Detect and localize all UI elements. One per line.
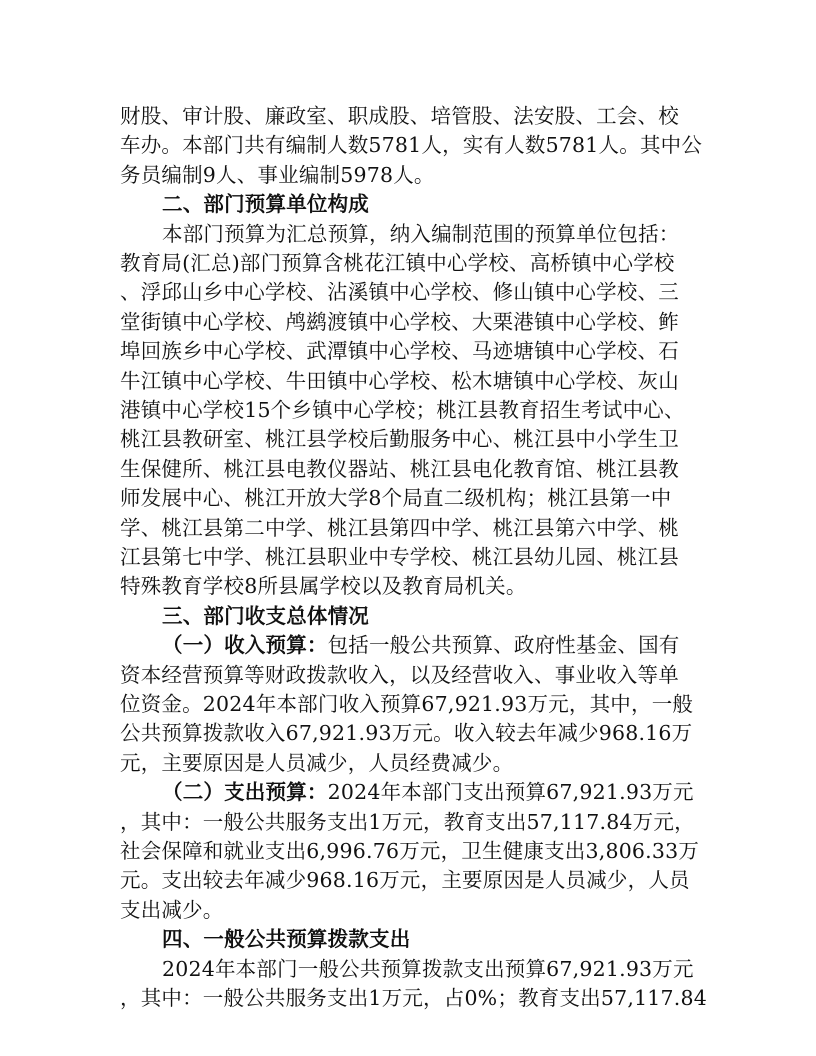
body-text-line: 牛江镇中心学校、牛田镇中心学校、松木塘镇中心学校、灰山 [120,368,679,393]
body-text-line: 港镇中心学校15个乡镇中心学校；桃江县教育招生考试中心、 [120,398,685,422]
income-text: 包括一般公共预算、政府性基金、国有 [327,633,680,658]
body-text-line: 社会保障和就业支出6,996.76万元，卫生健康支出3,806.33万 [120,839,700,863]
body-text-line: 师发展中心、桃江开放大学8个局直二级机构；桃江县第一中 [120,486,672,511]
body-text-line: 元，主要原因是人员减少，人员经费减少。 [120,750,514,775]
body-text-line: 财股、审计股、廉政室、职成股、培管股、法安股、工会、校 [120,104,679,128]
body-text-line: 公共预算拨款收入67,921.93万元。收入较去年减少968.16万 [120,721,693,746]
income-lead: （一）收入预算： [162,633,328,658]
body-text-line: 位资金。2024年本部门收入预算67,921.93万元，其中，一般 [120,692,694,716]
body-text-line: 生保健所、桃江县电教仪器站、桃江县电化教育馆、桃江县教 [120,456,679,481]
section-heading-overview: 三、部门收支总体情况 [162,603,369,628]
body-text-line: ，其中：一般公共服务支出1万元，教育支出57,117.84万元， [120,809,695,834]
section-heading-units: 二、部门预算单位构成 [162,192,369,217]
expense-text: 2024年本部门支出预算67,921.93万元 [327,780,694,805]
body-text-line: 本部门预算为汇总预算，纳入编制范围的预算单位包括： [162,221,680,246]
body-text-line: 学、桃江县第二中学、桃江县第四中学、桃江县第六中学、桃 [120,515,679,540]
income-paragraph-first-line [162,631,680,660]
section-heading-general-budget: 四、一般公共预算拨款支出 [162,927,411,952]
body-text-line: 2024年本部门一般公共预算拨款支出预算67,921.93万元 [162,956,694,981]
body-text-line: 教育局(汇总)部门预算含桃花江镇中心学校、高桥镇中心学校 [120,251,675,275]
body-text-line: 车办。本部门共有编制人数5781人，实有人数5781人。其中公 [120,133,703,158]
expense-paragraph-first-line [162,778,694,807]
body-text-line: 特殊教育学校8所县属学校以及教育局机关。 [120,574,527,599]
body-text-line: 桃江县教研室、桃江县学校后勤服务中心、桃江县中小学生卫 [120,427,679,452]
body-text-line: 、浮邱山乡中心学校、沾溪镇中心学校、修山镇中心学校、三 [120,280,679,305]
body-text-line: 江县第七中学、桃江县职业中专学校、桃江县幼儿园、桃江县 [120,545,679,569]
body-text-line: 元。支出较去年减少968.16万元，主要原因是人员减少，人员 [120,868,690,893]
body-text-line: 务员编制9人、事业编制5978人。 [120,162,435,187]
expense-lead: （二）支出预算： [162,780,328,805]
body-text-line: 堂街镇中心学校、鸬鹚渡镇中心学校、大栗港镇中心学校、鲊 [120,309,679,334]
body-text-line: ，其中：一般公共服务支出1万元，占0%；教育支出57,117.84 [120,986,707,1010]
body-text-line: 埠回族乡中心学校、武潭镇中心学校、马迹塘镇中心学校、石 [120,339,679,364]
body-text-line: 支出减少。 [120,897,224,922]
body-text-line: 资本经营预算等财政拨款收入，以及经营收入、事业收入等单 [120,662,679,687]
